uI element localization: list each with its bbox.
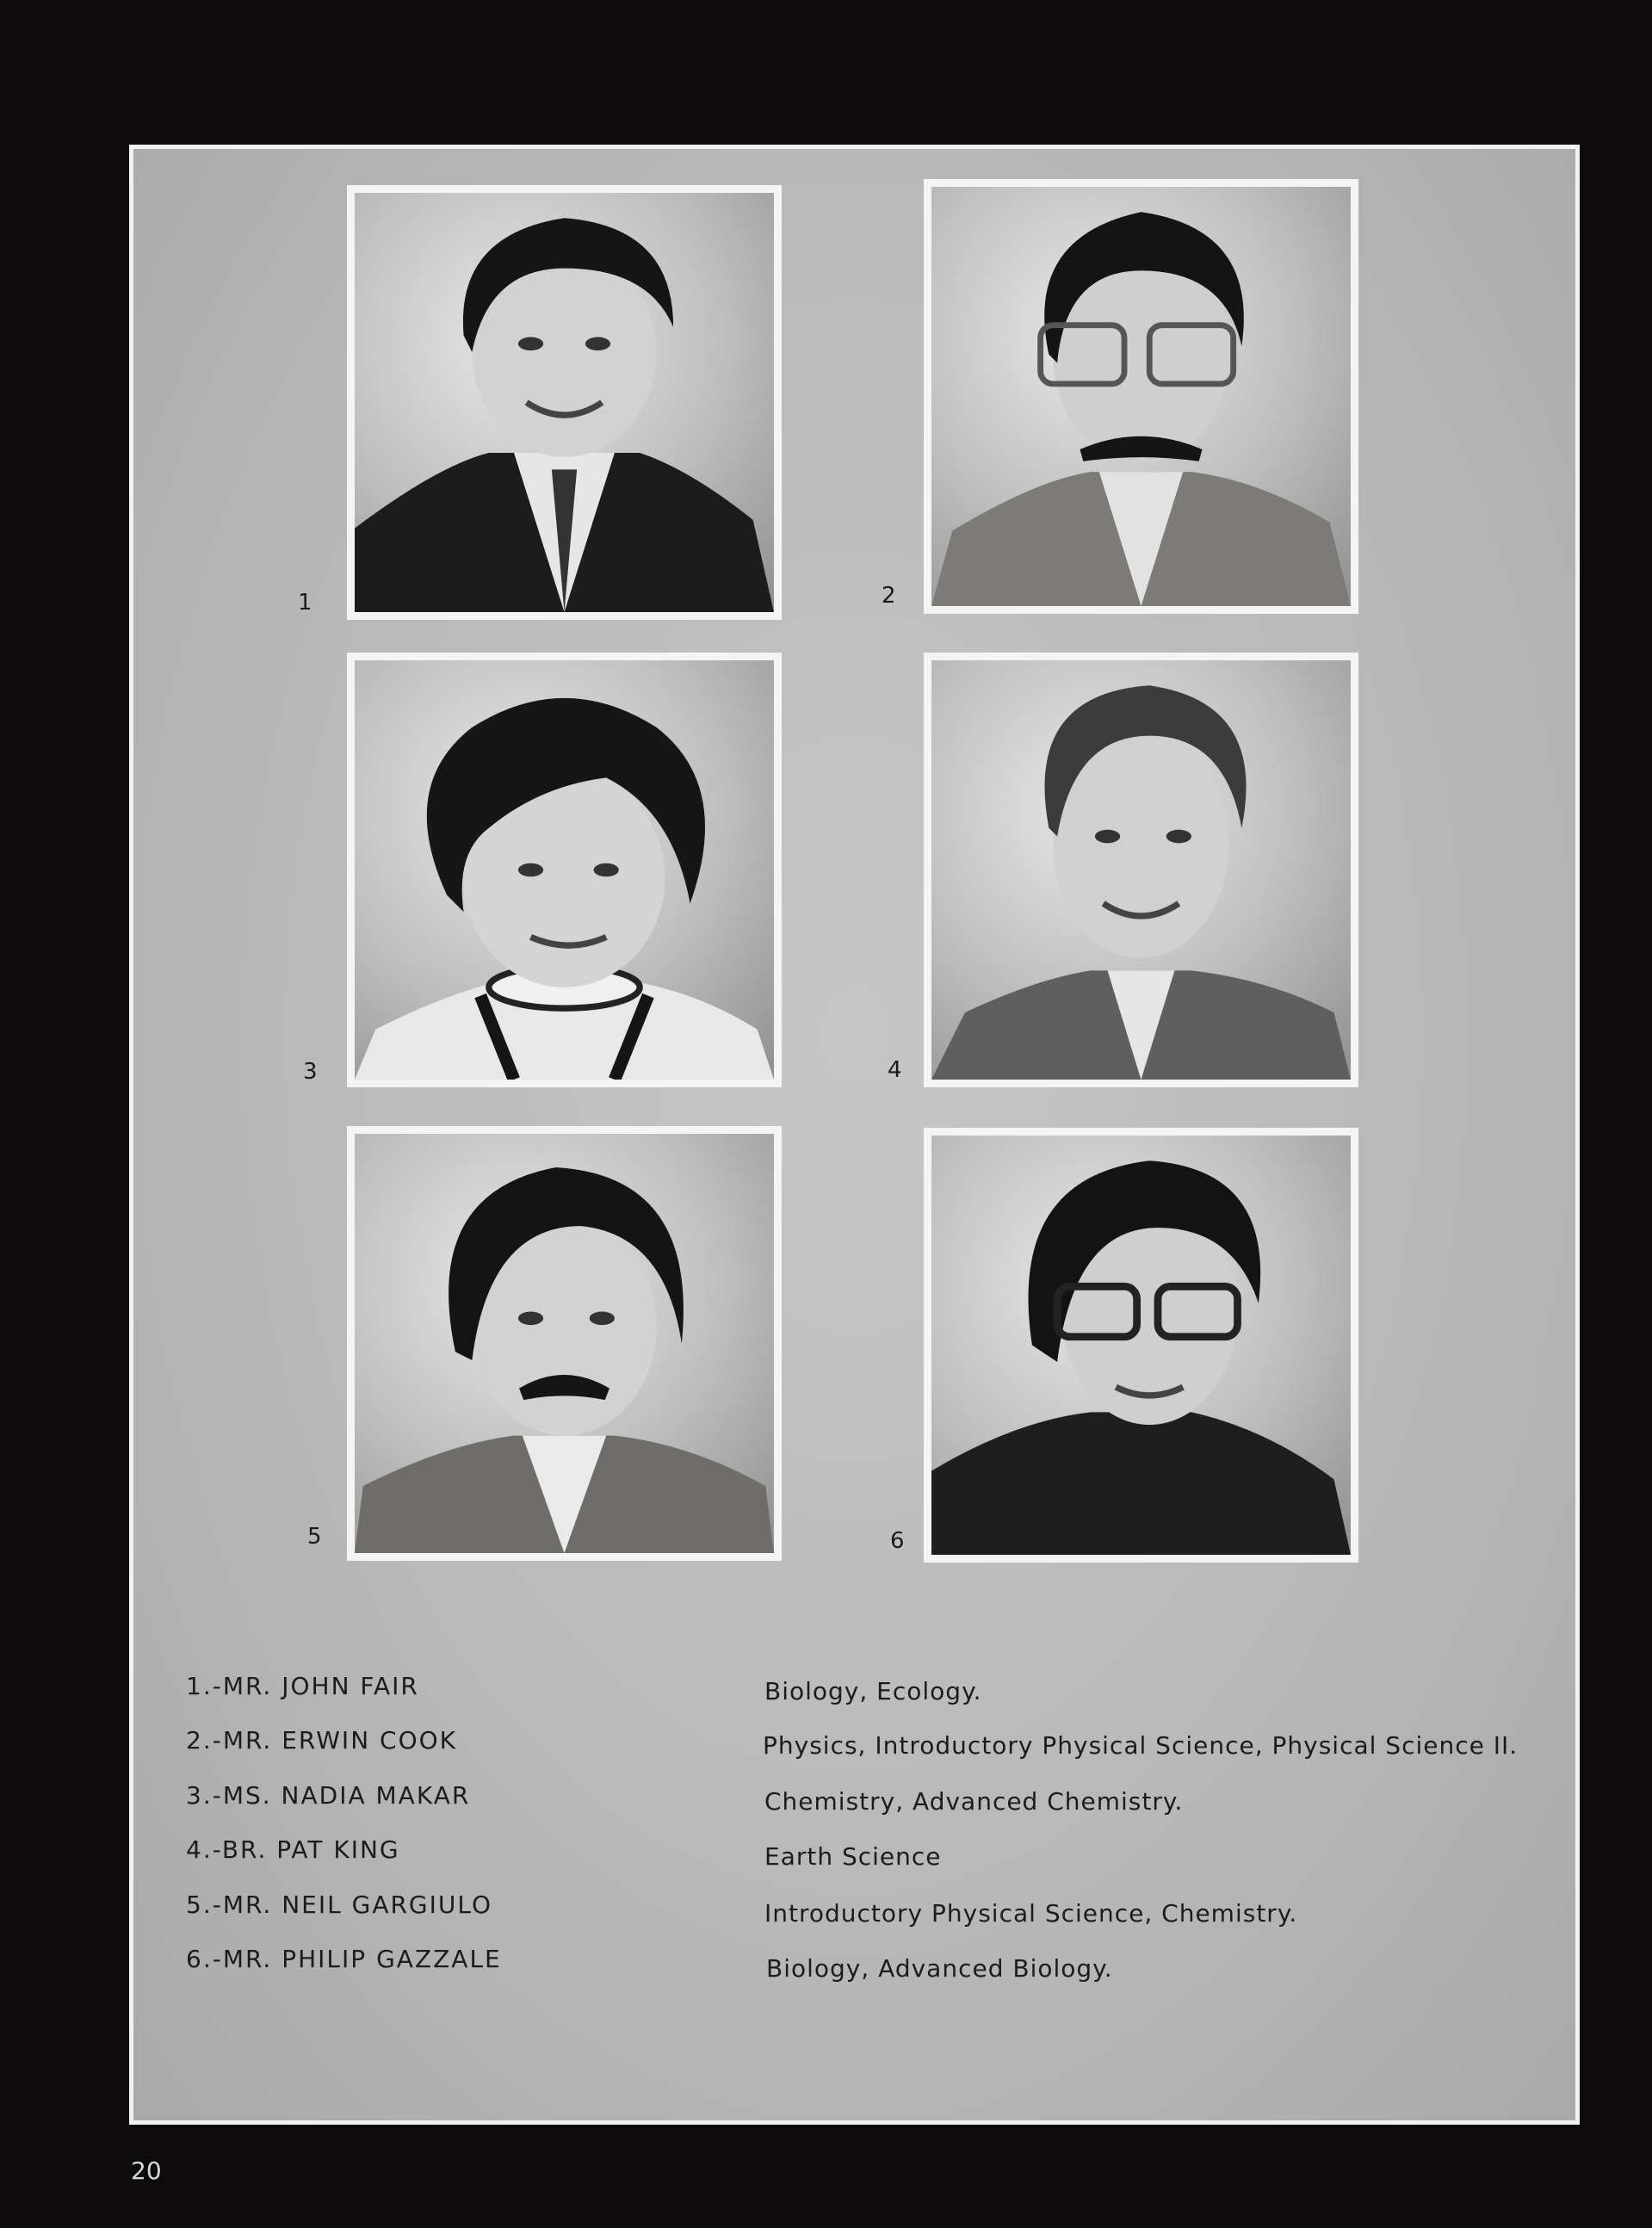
faculty-name-2: 2.-MR. ERWIN COOK <box>186 1726 458 1755</box>
photo-number-2: 2 <box>882 583 897 609</box>
photo-number-1: 1 <box>298 590 313 616</box>
portrait-photo-5 <box>347 1126 782 1561</box>
faculty-subjects-6: Biology, Advanced Biology. <box>766 1954 1113 1983</box>
faculty-subjects-2: Physics, Introductory Physical Science, Physical Science II. <box>763 1731 1519 1760</box>
portrait-photo-4 <box>924 653 1358 1087</box>
portrait-photo-3 <box>347 653 782 1087</box>
photo-number-3: 3 <box>303 1059 319 1085</box>
faculty-subjects-4: Earth Science <box>764 1842 942 1871</box>
photo-number-5: 5 <box>307 1524 323 1550</box>
page-number: 20 <box>131 2157 162 2185</box>
faculty-subjects-5: Introductory Physical Science, Chemistry. <box>764 1899 1298 1928</box>
faculty-subjects-1: Biology, Ecology. <box>764 1677 982 1705</box>
faculty-subjects-3: Chemistry, Advanced Chemistry. <box>764 1787 1184 1816</box>
faculty-name-5: 5.-MR. NEIL GARGIULO <box>186 1891 493 1919</box>
portrait-photo-1 <box>347 185 782 620</box>
faculty-name-6: 6.-MR. PHILIP GAZZALE <box>186 1945 502 1973</box>
faculty-name-3: 3.-MS. NADIA MAKAR <box>186 1781 471 1810</box>
portrait-photo-2 <box>924 179 1358 614</box>
photo-number-6: 6 <box>890 1528 906 1554</box>
faculty-name-4: 4.-BR. PAT KING <box>186 1835 400 1864</box>
faculty-name-1: 1.-MR. JOHN FAIR <box>186 1672 419 1700</box>
portrait-photo-6 <box>924 1128 1358 1563</box>
photo-number-4: 4 <box>888 1057 903 1083</box>
